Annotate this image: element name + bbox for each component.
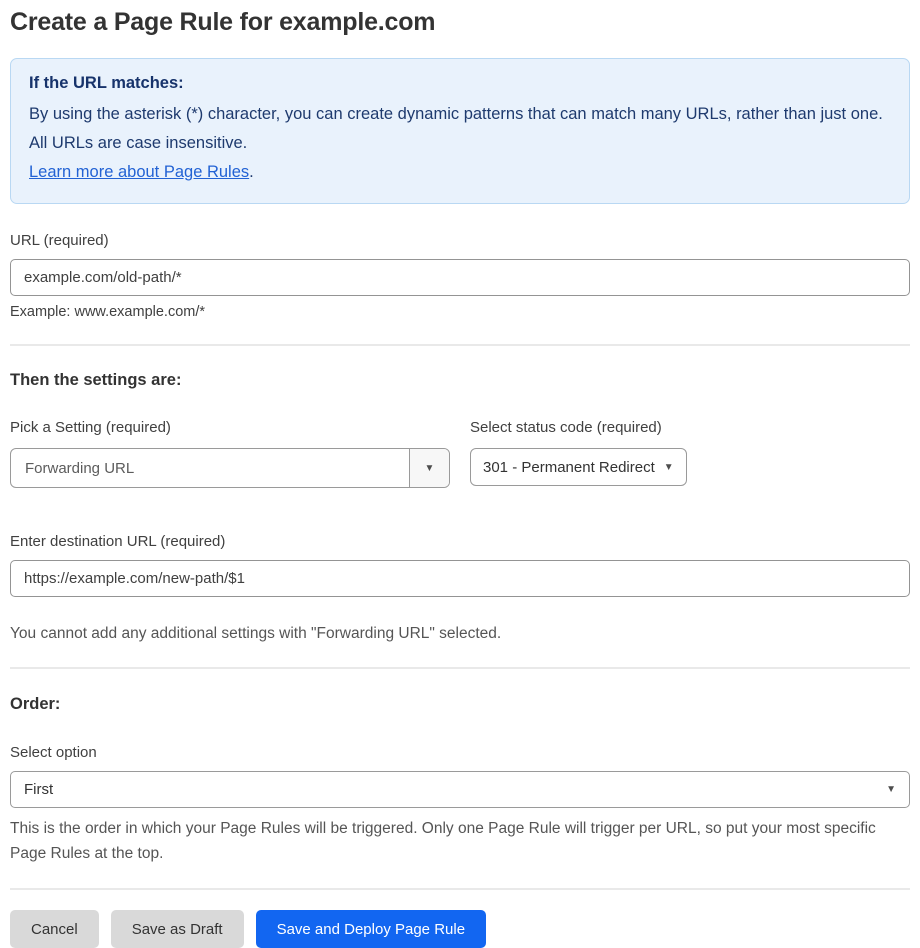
url-field-block: [10, 232, 910, 320]
cancel-button[interactable]: Cancel: [10, 910, 99, 948]
destination-field-label: Enter destination URL (required): [10, 533, 226, 550]
save-as-draft-button[interactable]: Save as Draft: [111, 910, 244, 948]
actions-row: [10, 910, 910, 948]
setting-dropdown-value: Forwarding URL: [25, 459, 135, 477]
divider: [10, 667, 910, 669]
link-period: .: [249, 163, 254, 181]
order-select-label: Select option: [10, 744, 97, 761]
order-section-heading: Order:: [10, 695, 61, 713]
info-box-body: By using the asterisk (*) character, you can create dynamic patterns that can match many URLs, rather than just one. All URLs are case insensitive.: [29, 105, 883, 152]
settings-section-heading: Then the settings are:: [10, 371, 182, 389]
order-dropdown[interactable]: [10, 771, 910, 808]
status-code-dropdown[interactable]: [470, 448, 687, 486]
save-and-deploy-button[interactable]: Save and Deploy Page Rule: [256, 910, 486, 948]
forwarding-url-note: You cannot add any additional settings with "Forwarding URL" selected.: [10, 625, 502, 642]
status-dropdown-value: 301 - Permanent Redirect: [483, 458, 655, 476]
info-box-heading: If the URL matches:: [29, 74, 184, 92]
url-match-info-box: [10, 58, 910, 204]
divider: [10, 888, 910, 890]
setting-field-label: Pick a Setting (required): [10, 419, 171, 436]
setting-dropdown[interactable]: [10, 448, 450, 488]
order-dropdown-value: First: [24, 781, 54, 798]
settings-row: [10, 419, 910, 488]
page-title: Create a Page Rule for example.com: [10, 8, 436, 36]
learn-more-link[interactable]: Learn more about Page Rules: [29, 163, 250, 181]
info-link-line: [29, 158, 891, 187]
destination-field-block: [10, 533, 910, 597]
chevron-down-icon: ▼: [424, 462, 435, 474]
status-field-label: Select status code (required): [470, 419, 662, 436]
url-field-label: URL (required): [10, 232, 109, 249]
url-field-helper: Example: www.example.com/*: [10, 304, 206, 320]
setting-dropdown-arrow-button[interactable]: [409, 449, 449, 487]
status-field-block: [470, 419, 710, 486]
url-input[interactable]: [10, 259, 910, 296]
order-helper-text: This is the order in which your Page Rules will be triggered. Only one Page Rule will trigger per URL, so put your most specific Page Rules at the top.: [10, 820, 876, 862]
divider: [10, 344, 910, 346]
destination-url-input[interactable]: [10, 560, 910, 597]
chevron-down-icon: ▼: [886, 784, 896, 795]
chevron-down-icon: ▼: [663, 461, 674, 473]
setting-field-block: [10, 419, 450, 488]
order-field-block: [10, 744, 910, 866]
